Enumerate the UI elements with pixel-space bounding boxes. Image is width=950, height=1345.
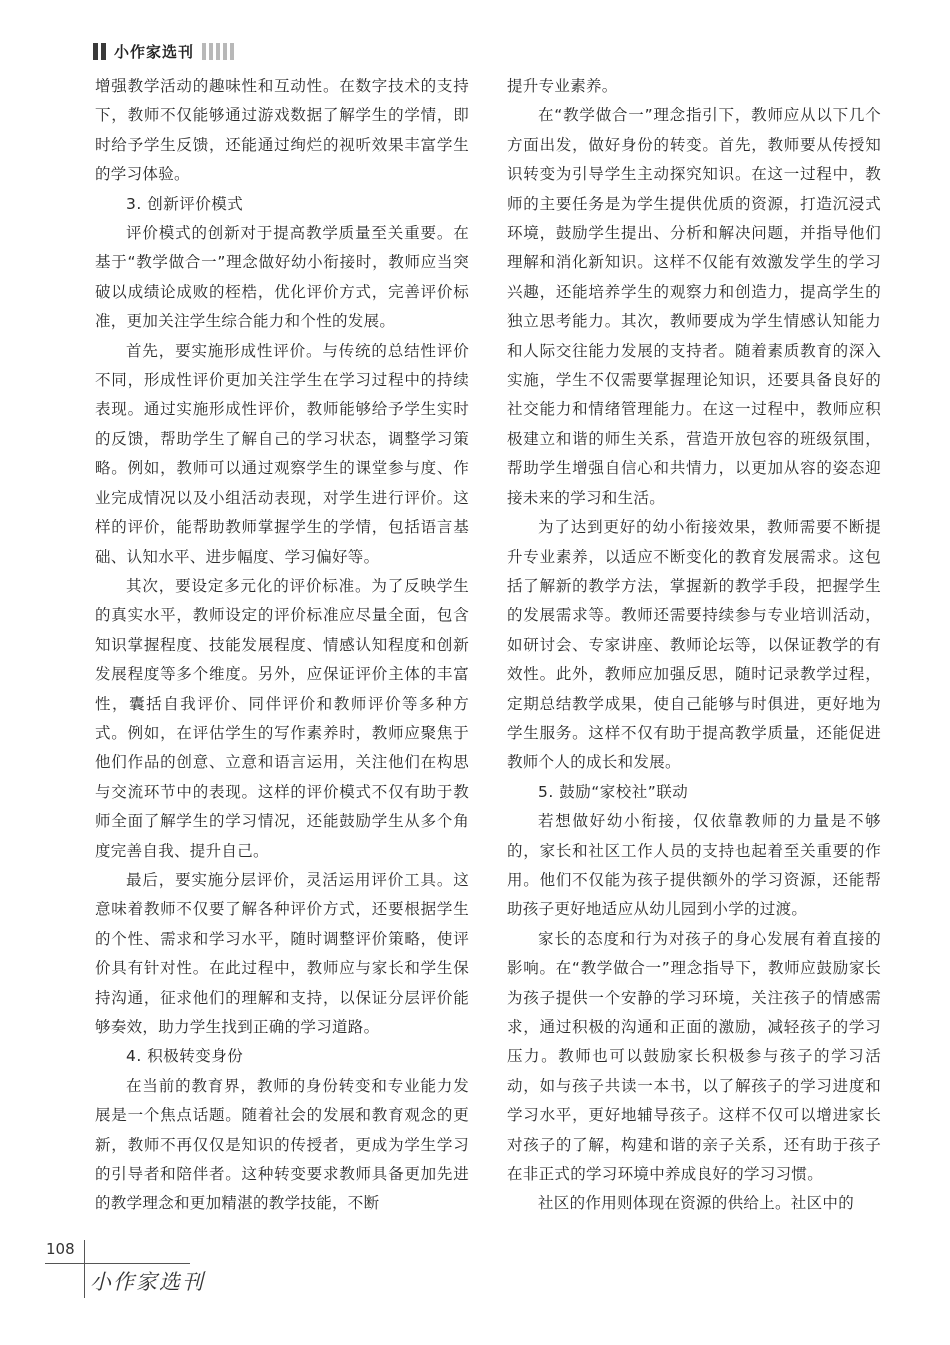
left-section-heading: 3. 创新评价模式 (126, 194, 244, 213)
header-title: 小作家选刊 (114, 42, 195, 61)
left-paragraph: 其次，要设定多元化的评价标准。为了反映学生的真实水平，教师设定的评价标准应尽量全面，包含知识掌握程度、技能发展程度、情感认知程度和创新发展程度等多个维度。另外，应保证评价主体的丰富性，囊括自我评价、同伴评价和教师评价等多种方式。例如，在评估学生的写作素养时，教师应聚焦于他们作品的创意、立意和语言运用，关注他们在构思与交流环节中的表现。这样的评价模式不仅有助于教师全面了解学生的学习情况，还能鼓励学生从多个角度完善自我、提升自己。 (95, 576, 469, 860)
right-paragraph: 家长的态度和行为对孩子的身心发展有着直接的影响。在“教学做合一”理念指导下，教师应鼓励家长为孩子提供一个安静的学习环境，关注孩子的情感需求，通过积极的沟通和正面的激励，减轻孩子的学习压力。教师也可以鼓励家长积极参与孩子的学习活动，如与孩子共读一本书，以了解孩子的学习进度和学习水平，更好地辅导孩子。这样不仅可以增进家长对孩子的了解，构建和谐的亲子关系，还有助于孩子在非正式的学习环境中养成良好的学习习惯。 (507, 929, 881, 1184)
right-paragraph: 提升专业素养。 (507, 77, 618, 95)
running-header (93, 40, 234, 62)
footer-divider-horizontal (45, 1263, 190, 1264)
right-paragraph: 若想做好幼小衔接，仅依靠教师的力量是不够的，家长和社区工作人员的支持也起着至关重要的作用。他们不仅能为孩子提供额外的学习资源，还能帮助孩子更好地适应从幼儿园到小学的过渡。 (507, 812, 881, 919)
right-section-heading: 5. 鼓励“家校社”联动 (538, 782, 689, 801)
page-number: 108 (46, 1240, 75, 1258)
header-bars-dark (93, 43, 106, 60)
footer-divider-vertical (84, 1240, 85, 1298)
footer-logo: 小作家选刊 (90, 1270, 205, 1294)
left-section-heading: 4. 积极转变身份 (126, 1047, 244, 1066)
left-paragraph: 首先，要实施形成性评价。与传统的总结性评价不同，形成性评价更加关注学生在学习过程中的持续表现。通过实施形成性评价，教师能够给予学生实时的反馈，帮助学生了解自己的学习状态，调整学习策略。例如，教师可以通过观察学生的课堂参与度、作业完成情况以及小组活动表现，对学生进行评价。这样的评价，能帮助教师掌握学生的学情，包括语言基础、认知水平、进步幅度、学习偏好等。 (95, 341, 469, 566)
left-paragraph: 在当前的教育界，教师的身份转变和专业能力发展是一个焦点话题。随着社会的发展和教育观念的更新，教师不再仅仅是知识的传授者，更成为学生学习的引导者和陪伴者。这种转变要求教师具备更加先进的教学理念和更加精湛的教学技能，不断 (95, 1076, 469, 1213)
header-bars-light (202, 43, 234, 60)
left-paragraph: 评价模式的创新对于提高教学质量至关重要。在基于“教学做合一”理念做好幼小衔接时，教师应当突破以成绩论成败的桎梏，优化评价方式，完善评价标准，更加关注学生综合能力和个性的发展。 (95, 224, 469, 331)
left-paragraph: 增强教学活动的趣味性和互动性。在数字技术的支持下，教师不仅能够通过游戏数据了解学生的学情，即时给予学生反馈，还能通过绚烂的视听效果丰富学生的学习体验。 (95, 77, 469, 184)
right-paragraph: 社区的作用则体现在资源的供给上。社区中的 (538, 1194, 855, 1213)
right-paragraph: 在“教学做合一”理念指引下，教师应从以下几个方面出发，做好身份的转变。首先，教师要从传授知识转变为引导学生主动探究知识。在这一过程中，教师的主要任务是为学生提供优质的资源，打造沉浸式环境，鼓励学生提出、分析和解决问题，并指导他们理解和消化新知识。这样不仅能有效激发学生的学习兴趣，还能培养学生的观察力和创造力，提高学生的独立思考能力。其次，教师要成为学生情感认知能力和人际交往能力发展的支持者。随着素质教育的深入实施，学生不仅需要掌握理论知识，还要具备良好的社交能力和情绪管理能力。在这一过程中，教师应积极建立和谐的师生关系，营造开放包容的班级氛围，帮助学生增强自信心和共情力，以更加从容的姿态迎接未来的学习和生活。 (507, 106, 881, 507)
right-paragraph: 为了达到更好的幼小衔接效果，教师需要不断提升专业素养，以适应不断变化的教育发展需求。这包括了解新的教学方法，掌握新的教学手段，把握学生的发展需求等。教师还需要持续参与专业培训活动，如研讨会、专家讲座、教师论坛等，以保证教学的有效性。此外，教师应加强反思，随时记录教学过程，定期总结教学成果，使自己能够与时俱进，更好地为学生服务。这样不仅有助于提高教学质量，还能促进教师个人的成长和发展。 (507, 518, 881, 772)
left-column (95, 72, 469, 1219)
right-column (507, 72, 881, 1219)
left-paragraph: 最后，要实施分层评价，灵活运用评价工具。这意味着教师不仅要了解各种评价方式，还要根据学生的个性、需求和学习水平，随时调整评价策略，使评价具有针对性。在此过程中，教师应与家长和学生保持沟通，征求他们的理解和支持，以保证分层评价能够奏效，助力学生找到正确的学习道路。 (95, 870, 469, 1036)
